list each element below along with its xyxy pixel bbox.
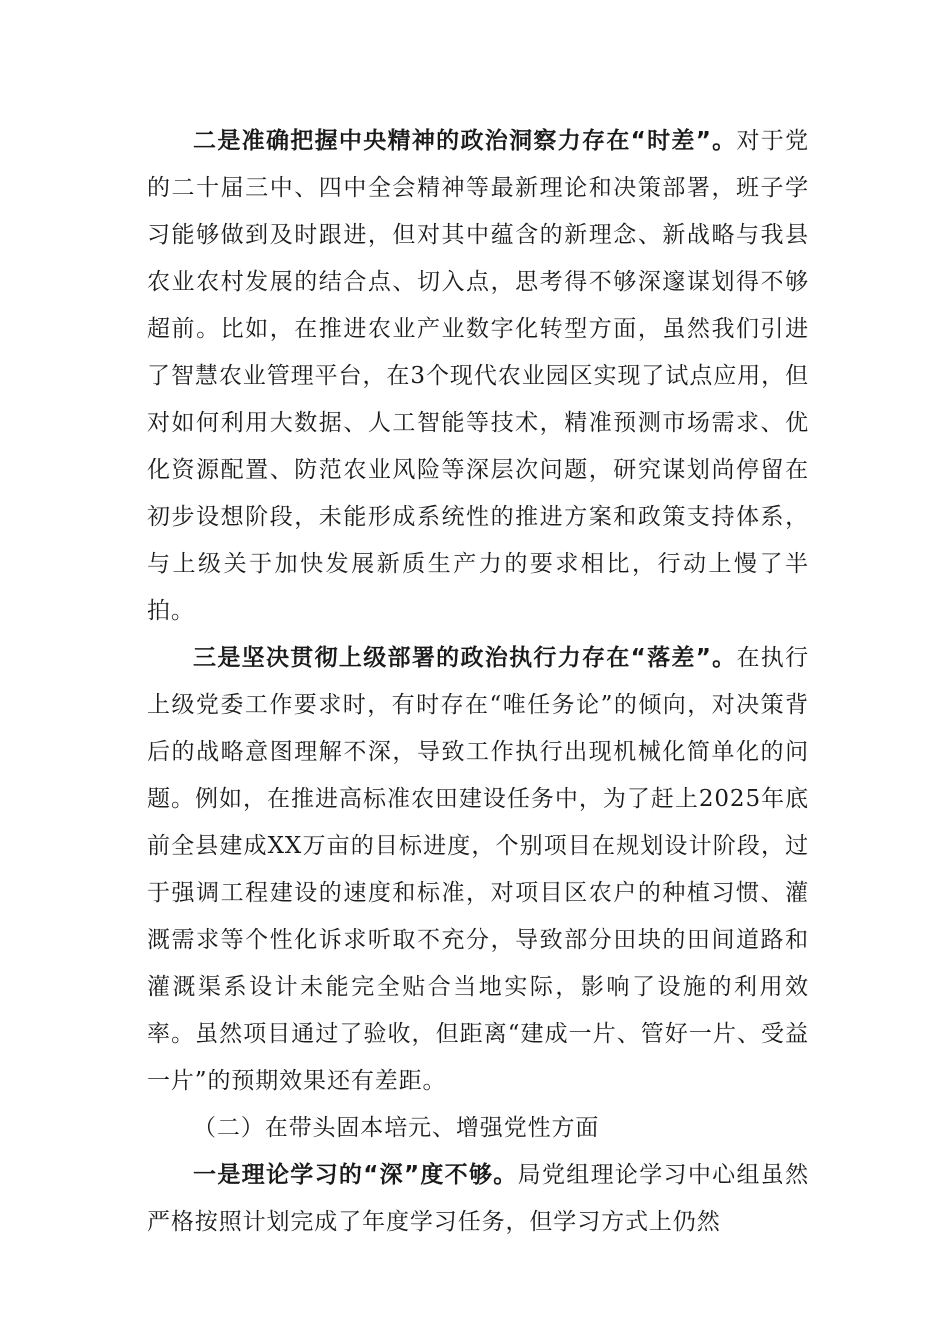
paragraph-body: 对于党的二十届三中、四中全会精神等最新理论和决策部署，班子学习能够做到及时跟进，但对其中蕴含的新理念、新战略与我县农业农村发展的结合点、切入点，思考得不够深邃谋划得不够超前。比如，在推进农业产业数字化转型方面，虽然我们引进了智慧农业管理平台，在3个现代农业园区实现了试点应用，但对如何利用大数据、人工智能等技术，精准预测市场需求、优化资源配置、防范农业风险等深层次问题，研究谋划尚停留在初步设想阶段，未能形成系统性的推进方案和政策支持体系，与上级关于加快发展新质生产力的要求相比，行动上慢了半拍。 [147,128,809,624]
paragraph-political-execution [147,635,809,1105]
document-body [147,118,809,1246]
paragraph-political-insight [147,118,809,635]
paragraph-lead: 一是理论学习的“深”度不够。 [193,1162,518,1188]
paragraph-theory-study [147,1152,809,1246]
paragraph-body: 在执行上级党委工作要求时，有时存在“唯任务论”的倾向，对决策背后的战略意图理解不深，导致工作执行出现机械化简单化的问题。例如，在推进高标准农田建设任务中，为了赶上2025年底前全县建成XX万亩的目标进度，个别项目在规划设计阶段，过于强调工程建设的速度和标准，对项目区农户的种植习惯、灌溉需求等个性化诉求听取不充分，导致部分田块的田间道路和灌溉渠系设计未能完全贴合当地实际，影响了设施的利用效率。虽然项目通过了验收，但距离“建成一片、管好一片、受益一片”的预期效果还有差距。 [147,645,809,1094]
paragraph-lead: 三是坚决贯彻上级部署的政治执行力存在“落差”。 [193,645,737,671]
paragraph-body: 局党组理论学习中心组虽然严格按照计划完成了年度学习任务，但学习方式上仍然 [147,1162,809,1235]
paragraph-lead: 二是准确把握中央精神的政治洞察力存在“时差”。 [193,128,737,154]
section-heading: （二）在带头固本培元、增强党性方面 [193,1115,600,1141]
